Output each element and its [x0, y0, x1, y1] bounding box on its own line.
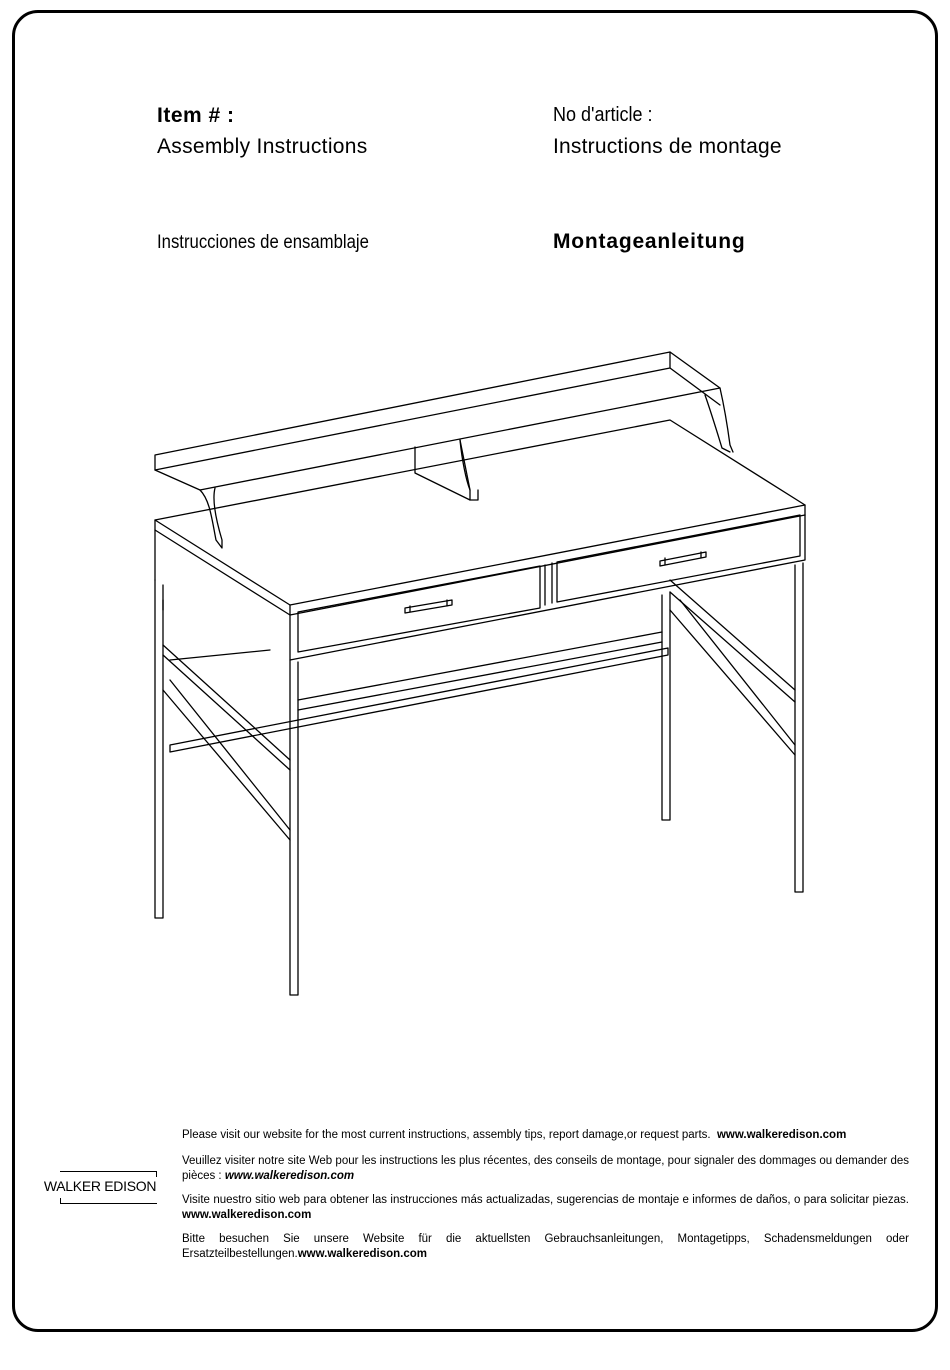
footer-english-text: Please visit our website for the most current instructions, assembly tips, report damage,or request parts. — [182, 1129, 711, 1141]
footer-french-text: Veuillez visiter notre site Web pour les instructions les plus récentes, des conseils de montage, pour signaler des dommages ou demander des pièces : — [182, 1155, 909, 1182]
instructions-montage-title: Instructions de montage — [553, 135, 782, 158]
footer-french — [182, 1154, 909, 1184]
montageanleitung-title: Montageanleitung — [553, 230, 746, 253]
footer-english-url[interactable]: www.walkeredison.com — [716, 1129, 847, 1141]
instrucciones-ensamblaje-title: Instrucciones de ensamblaje — [157, 232, 369, 253]
footer-spanish-text: Visite nuestro sitio web para obtener las instrucciones más actualizadas, sugerencias de montaje e informes de daños, o para solicitar piezas. — [182, 1194, 909, 1206]
assembly-instructions-title: Assembly Instructions — [157, 135, 368, 158]
footer-german-text: Bitte besuchen Sie unsere Website für die aktuellsten Gebrauchsanleitungen, Montagetipps, Schadensmeldungen oder Ersatzteilbestellungen. — [182, 1233, 909, 1260]
footer-german — [182, 1232, 909, 1262]
no-article-label: No d'article : — [553, 104, 653, 126]
item-number-label: Item # : — [157, 104, 235, 127]
footer-french-url[interactable]: www.walkeredison.com — [224, 1170, 355, 1182]
footer-spanish-url[interactable]: www.walkeredison.com — [182, 1209, 312, 1221]
footer-german-url[interactable]: www.walkeredison.com — [297, 1248, 428, 1260]
footer-english — [182, 1128, 909, 1143]
walker-edison-logo — [38, 1171, 162, 1205]
logo-text: WALKER EDISON — [43, 1178, 157, 1194]
footer-spanish — [182, 1193, 909, 1223]
